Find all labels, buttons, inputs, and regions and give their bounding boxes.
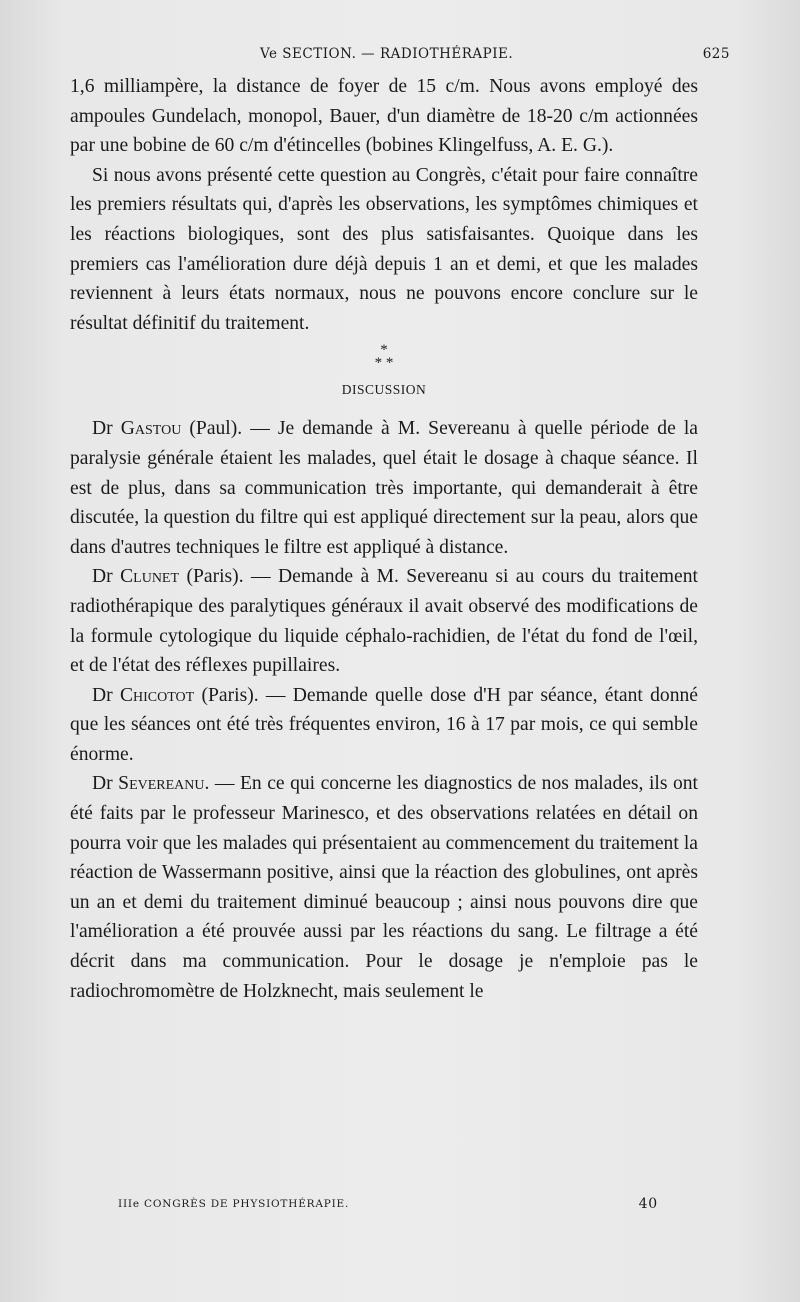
footer-signature: 40 (638, 1196, 658, 1212)
speaker-origin: (Paris). (201, 684, 259, 706)
speech-gastou (70, 414, 698, 562)
discussion-heading: DISCUSSION (341, 382, 427, 398)
speech-text: — Demande à M. Severeanu si au cours du traitement radiothérapique des paralytiques généraux il avait observé des modifications de la formule cytologique du liquide céphalo-rachidien, de l'état du fond de l'œil, et de l'état des réflexes pupillaires. (70, 566, 698, 677)
speech-clunet (70, 562, 698, 680)
footer-congress: IIIe CONGRÈS DE PHYSIOTHÉRAPIE. (118, 1198, 350, 1210)
speech-severeanu (70, 769, 698, 1006)
speech-text: — Je demande à M. Severeanu à quelle période de la paralysie générale étaient les malades, quel était le dosage à chaque séance. Il est de plus, dans sa communication très importante, qui demanderait à être discutée, la question du filtre qui est appliqué directement sur la peau, alors que dans d'autres techniques le filtre est appliqué à distance. (70, 418, 698, 558)
header-page-number: 625 (702, 46, 730, 62)
intro-paragraph-2: Si nous avons présenté cette question au Congrès, c'était pour faire connaître les premiers résultats qui, d'après les observations, les symptômes chimiques et les réactions biologiques, sont des plus satisfaisantes. Quoique dans les premiers cas l'amélioration dure déjà depuis 1 an et demi, et que les malades reviennent à leurs états normaux, nous ne pouvons encore conclure sur le résultat définitif du traitement. (70, 164, 698, 334)
speech-prefix: Dr (92, 684, 113, 706)
speaker-name: Gastou (120, 418, 182, 440)
speech-text: — Demande quelle dose d'H par séance, étant donné que les séances ont été très fréquentes environ, 16 à 17 par mois, ce qui semble énorme. (70, 684, 698, 765)
asterism-bottom: * * (374, 355, 394, 372)
speaker-origin: (Paul). (189, 418, 243, 440)
speaker-name: Chicotot (119, 684, 195, 706)
speech-prefix: Dr (92, 418, 113, 440)
speaker-name: Severeanu. (118, 773, 210, 795)
asterism-divider (70, 344, 698, 374)
intro-paragraph-1: 1,6 milliampère, la distance de foyer de 15 c/m. Nous avons employé des ampoules Gundelach, monopol, Bauer, d'un diamètre de 18-20 c/m actionnées par une bobine de 60 c/m d'étincelles (bobines Klingelfuss, A. E. G.). (70, 76, 698, 157)
speaker-name: Clunet (120, 566, 180, 588)
speech-text: — En ce qui concerne les diagnostics de nos malades, ils ont été faits par le professeur Marinesco, et des observations relatées en détail on pourra voir que les malades qui présentaient au commencement du traitement la réaction de Wassermann positive, ainsi que la réaction des globulines, ont après un an et demi du traitement diminué beaucoup ; ainsi nous pouvons dire que l'amélioration a été prouvée aussi par les réactions du sang. Le filtrage a été décrit dans ma communication. Pour le dosage je n'emploie pas le radiochromomètre de Holzknecht, mais seulement le (70, 773, 698, 1002)
asterism-top: * (380, 342, 388, 359)
speech-chicotot (70, 681, 698, 770)
speech-prefix: Dr (92, 566, 113, 588)
speech-prefix: Dr (92, 773, 113, 795)
header-section-title: Ve SECTION. — RADIOTHÉRAPIE. (260, 46, 514, 62)
speaker-origin: (Paris). (186, 566, 244, 588)
page-footer (118, 1198, 718, 1218)
running-header (70, 42, 730, 66)
page-body (70, 72, 698, 1006)
